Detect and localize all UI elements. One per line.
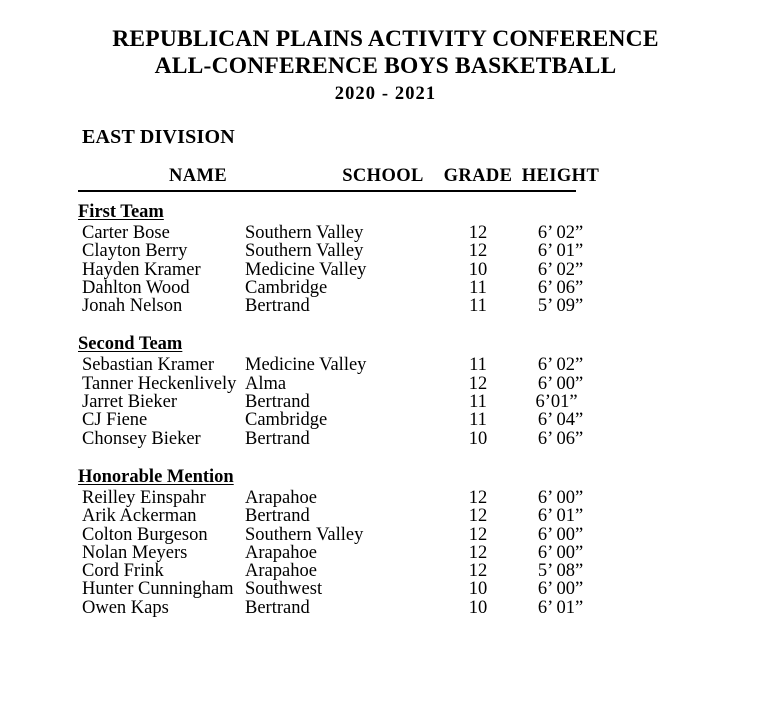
cell-player-name: Carter Bose [82,223,170,243]
cell-height: 6’ 00” [537,487,584,508]
all-conference-table [78,166,600,618]
section-title-row [78,466,576,489]
cell-grade: 10 [468,259,488,280]
cell-school: Medicine Valley [245,259,367,280]
section-title: First Team [78,202,164,222]
cell-height: 6’ 02” [537,355,584,376]
table-row [78,506,584,527]
cell-height: 6’ 01” [537,597,584,618]
table-row [78,223,584,243]
cell-school: Cambridge [245,410,328,431]
cell-grade: 10 [468,597,488,618]
cell-height: 5’ 08” [537,561,584,582]
cell-grade: 12 [468,506,488,527]
cell-player-name: Owen Kaps [82,597,169,618]
cell-school: Arapahoe [245,487,317,508]
cell-school: Cambridge [245,277,328,298]
cell-grade: 12 [468,524,488,545]
cell-grade: 11 [469,277,487,298]
cell-player-name: Tanner Heckenlively [82,373,237,394]
table-header-row [78,166,600,192]
cell-height: 6’ 06” [537,277,584,298]
table-row [78,579,584,600]
cell-height: 6’ 00” [537,579,584,600]
cell-height: 6’ 00” [537,373,584,394]
table-row [78,428,584,449]
section-spacer [78,315,576,333]
cell-school: Medicine Valley [245,355,367,376]
table-row [78,524,584,545]
cell-grade: 11 [469,355,487,376]
cell-player-name: Dahlton Wood [82,277,190,298]
cell-height: 6’ 01” [537,506,584,527]
cell-school: Bertrand [245,597,310,618]
cell-height: 6’01” [535,392,578,413]
cell-school: Southern Valley [245,524,364,545]
table-row [78,561,584,582]
cell-school: Bertrand [245,392,310,413]
column-header-name: NAME [168,166,228,186]
cell-player-name: Nolan Meyers [82,542,188,563]
column-header-school: SCHOOL [342,166,424,186]
cell-grade: 12 [468,542,488,563]
cell-grade: 10 [468,579,488,600]
cell-grade: 12 [468,487,488,508]
section-title: Second Team [78,334,183,355]
table-body [78,201,584,618]
cell-player-name: Chonsey Bieker [82,428,201,449]
cell-school: Bertrand [245,506,310,527]
cell-player-name: Hunter Cunningham [82,579,234,600]
cell-grade: 11 [469,392,487,413]
column-header-grade: GRADE [443,166,513,186]
table-row [78,373,584,394]
column-header-height: HEIGHT [521,166,600,186]
season-years: 2020 - 2021 [334,84,437,104]
division-heading: EAST DIVISION [82,126,235,148]
cell-school: Arapahoe [245,561,317,582]
cell-school: Southern Valley [245,223,364,243]
cell-school: Arapahoe [245,542,317,563]
cell-player-name: Reilley Einspahr [82,487,206,508]
cell-school: Bertrand [245,428,310,449]
cell-height: 6’ 01” [537,241,584,262]
section-spacer [78,448,576,466]
cell-player-name: Hayden Kramer [82,259,201,280]
cell-player-name: Colton Burgeson [82,524,208,545]
conference-title: REPUBLICAN PLAINS ACTIVITY CONFERENCE [112,26,659,52]
table-row [78,410,584,431]
table-row [78,393,576,411]
cell-player-name: Cord Frink [82,561,164,582]
cell-player-name: Sebastian Kramer [82,355,215,376]
cell-grade: 12 [468,373,488,394]
team-section [78,201,584,317]
team-section [78,466,584,618]
cell-height: 6’ 00” [537,542,584,563]
table-row [78,241,584,262]
cell-player-name: Arik Ackerman [82,506,197,527]
team-section [78,333,584,449]
award-title: ALL-CONFERENCE BOYS BASKETBALL [154,53,617,79]
cell-player-name: Clayton Berry [82,241,188,262]
header-spacer [78,192,576,201]
cell-grade: 12 [468,241,488,262]
cell-player-name: Jonah Nelson [82,296,183,317]
cell-height: 6’ 02” [537,259,584,280]
cell-height: 6’ 02” [537,223,584,243]
cell-grade: 11 [469,410,487,431]
cell-grade: 12 [468,561,488,582]
table-row [78,296,584,317]
table-row [78,259,584,280]
cell-school: Southwest [245,579,323,600]
cell-height: 6’ 06” [537,428,584,449]
cell-grade: 12 [468,223,488,243]
cell-player-name: Jarret Bieker [82,392,178,413]
cell-school: Bertrand [245,296,310,317]
cell-grade: 10 [468,428,488,449]
cell-player-name: CJ Fiene [82,410,148,431]
cell-grade: 11 [469,296,487,317]
table-row [78,355,584,376]
section-title-row [78,201,576,224]
cell-height: 6’ 04” [537,410,584,431]
cell-height: 6’ 00” [537,524,584,545]
table-row [78,277,584,298]
table-row [78,597,584,618]
table-row [78,487,584,508]
table-row [78,542,584,563]
cell-height: 5’ 09” [537,296,584,317]
document-header [0,0,771,107]
cell-school: Southern Valley [245,241,364,262]
cell-school: Alma [245,373,287,394]
section-title-row [78,333,576,356]
section-title: Honorable Mention [78,466,234,487]
